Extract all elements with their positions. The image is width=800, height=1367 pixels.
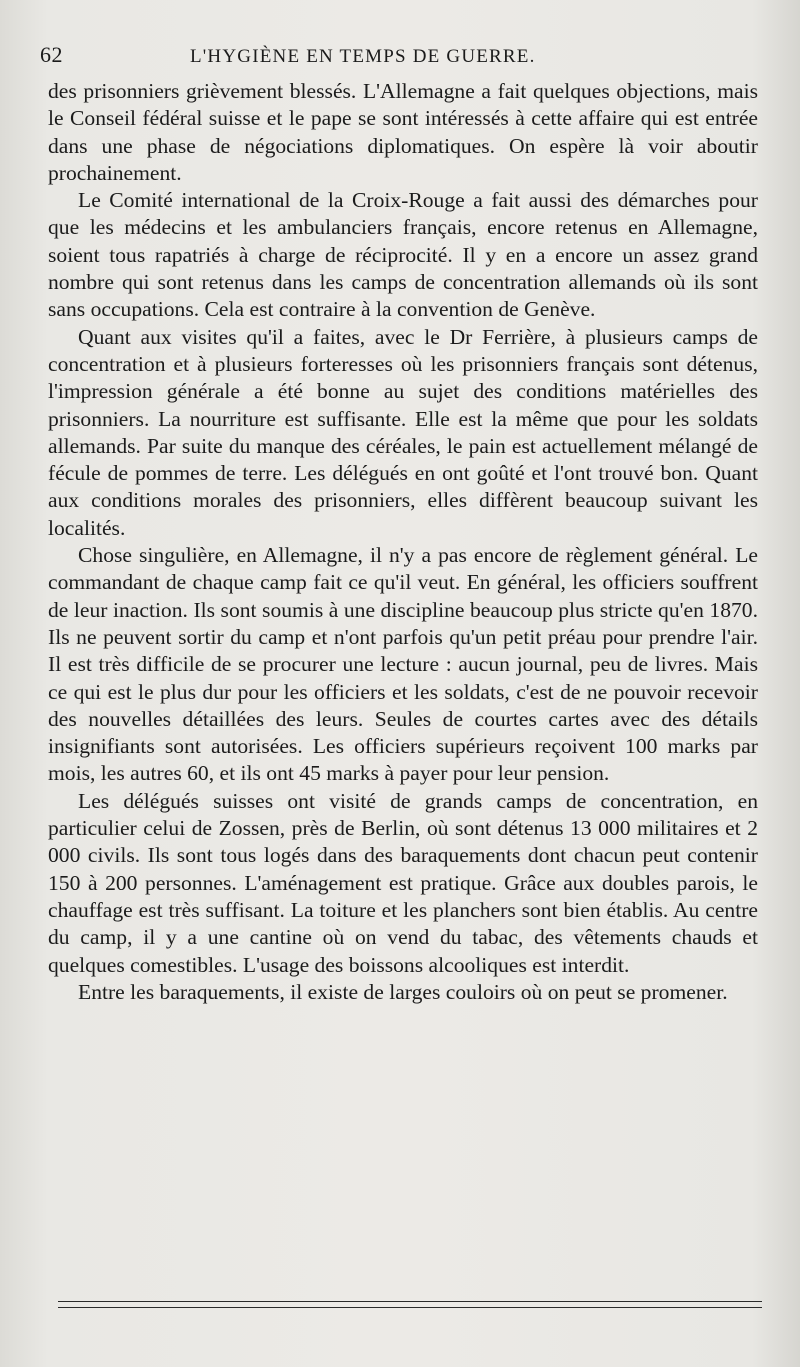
- page-header: [40, 42, 760, 72]
- paragraph-2: Le Comité international de la Croix-Rouge a fait aussi des démarches pour que les médecins et les ambulanciers français, encore retenus en Allemagne, soient tous rapatriés à charge de réciprocité. Il y en a encore un assez grand nombre qui sont retenus dans les camps de concentration allemands où ils sont sans occupations. Cela est contraire à la convention de Genève.: [48, 188, 758, 322]
- paragraph-3: Quant aux visites qu'il a faites, avec le Dr Ferrière, à plusieurs camps de concentration et à plusieurs forteresses où les prisonniers français sont détenus, l'impression générale a été bonne au sujet des conditions matérielles des prisonniers. La nourriture est suffisante. Elle est la même que pour les soldats allemands. Par suite du manque des céréales, le pain est actuellement mélangé de fécule de pommes de terre. Les délégués en ont goûté et l'ont trouvé bon. Quant aux conditions morales des prisonniers, elles diffèrent beaucoup suivant les localités.: [48, 324, 758, 540]
- paragraph-5: Les délégués suisses ont visité de grands camps de concentration, en particulier celui de Zossen, près de Berlin, où sont détenus 13 000 militaires et 2 000 civils. Ils sont tous logés dans des baraquements dont chacun peut contenir 150 à 200 personnes. L'aménagement est pratique. Grâce aux doubles parois, le chauffage est très suffisant. La toiture et les planchers sont bien établis. Au centre du camp, il y a une cantine où on vend du tabac, des vêtements chauds et quelques comestibles. L'usage des boissons alcooliques est interdit.: [48, 788, 758, 977]
- paragraph-6: Entre les baraquements, il existe de larges couloirs où on peut se promener.: [78, 979, 728, 1004]
- footer-rule-top: [58, 1301, 762, 1302]
- body-text: [48, 78, 758, 1006]
- paragraph-1: des prisonniers grièvement blessés. L'Allemagne a fait quelques objections, mais le Conseil fédéral suisse et le pape se sont intéressés à cette affaire qui est entrée dans une phase de négociations diplomatiques. On espère là voir aboutir prochainement.: [48, 79, 758, 185]
- running-head: L'HYGIÈNE EN TEMPS DE GUERRE.: [190, 46, 536, 67]
- footer-rule-bottom: [58, 1307, 762, 1308]
- paragraph-4: Chose singulière, en Allemagne, il n'y a pas encore de règlement général. Le commandant de chaque camp fait ce qu'il veut. En général, les officiers souffrent de leur inaction. Ils sont soumis à une discipline beaucoup plus stricte qu'en 1870. Ils ne peuvent sortir du camp et n'ont parfois qu'un petit préau pour prendre l'air. Il est très difficile de se procurer une lecture : aucun journal, peu de livres. Mais ce qui est le plus dur pour les officiers et les soldats, c'est de ne pouvoir recevoir des nouvelles détaillées des leurs. Seules de courtes cartes avec des détails insignifiants sont autorisées. Les officiers supérieurs reçoivent 100 marks par mois, les autres 60, et ils ont 45 marks à payer pour leur pension.: [48, 543, 758, 786]
- page-number: 62: [40, 42, 63, 67]
